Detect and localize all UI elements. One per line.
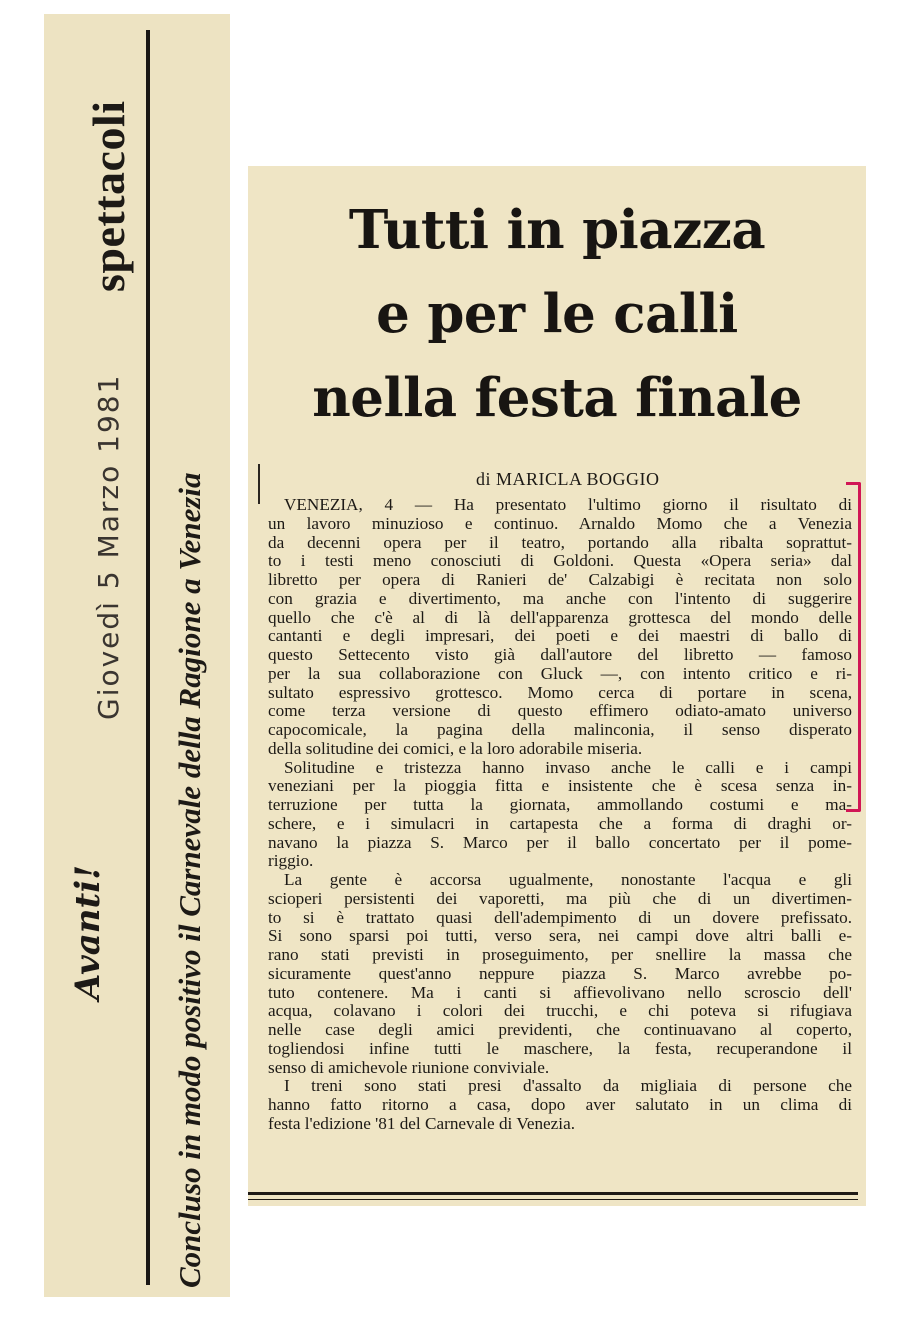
body-line: I treni sono stati presi d'assalto da migliaia di persone che xyxy=(284,1076,852,1096)
body-line: libretto per opera di Ranieri de' Calzabigi è recitata non solo xyxy=(268,570,852,589)
body-line: della solitudine dei comici, e la loro adorabile miseria. xyxy=(268,738,643,758)
headline-line: nella festa finale xyxy=(312,367,802,429)
headline-line: Tutti in piazza xyxy=(348,199,766,261)
highlight-bracket-mark xyxy=(846,482,861,812)
body-line: da decenni opera per il teatro, portando alla ribalta soprattut- xyxy=(268,532,852,552)
body-line: terruzione per tutta la giornata, ammollando costumi e ma- xyxy=(268,795,852,814)
body-line: VENEZIA, 4 — Ha presentato l'ultimo giorno il risultato di xyxy=(284,495,852,514)
article-end-rule-thin xyxy=(248,1199,858,1200)
body-line: come terza versione di questo effimero odiato-amato universo xyxy=(268,701,852,721)
article-headline xyxy=(248,188,866,440)
body-line: Si sono sparsi poi tutti, verso sera, nei campi dove altri balli e- xyxy=(268,926,852,946)
body-line: navano la piazza S. Marco per il ballo concertato per il pome- xyxy=(268,832,852,852)
article-end-rule xyxy=(248,1192,858,1195)
body-line: to i testi meno conosciuti di Goldoni. Questa «Opera seria» dal xyxy=(268,551,852,571)
body-line: sultato espressivo grottesco. Momo cerca di portare in scena, xyxy=(268,682,852,702)
body-line: veneziani per la pioggia fitta e insistente che è scesa senza in- xyxy=(268,776,852,796)
body-line: festa l'edizione '81 del Carnevale di Venezia. xyxy=(268,1113,576,1133)
body-line: con grazia e divertimento, ma anche con l'intento di suggerire xyxy=(268,588,852,608)
body-line: to si è trattato quasi dell'adempimento di un dovere prefissato. xyxy=(268,907,852,927)
body-line: hanno fatto ritorno a casa, dopo aver salutato in un clima di xyxy=(268,1095,852,1114)
body-line: togliendosi infine tutti le maschere, la festa, recuperandone il xyxy=(268,1038,852,1058)
body-line: questo Settecento visto già dall'autore del libretto — famoso xyxy=(268,645,852,664)
body-line: Solitudine e tristezza hanno invaso anche le calli e i campi xyxy=(284,757,852,777)
body-line: riggio. xyxy=(268,851,314,871)
body-line: tuto contenere. Ma i canti si affievolivano nello scroscio dell' xyxy=(268,982,852,1002)
strip-divider-rule xyxy=(146,30,150,1285)
body-line: capocomicale, la pagina della malinconia, il senso disperato xyxy=(268,720,852,739)
article-clipping xyxy=(248,166,866,1206)
byline-rule xyxy=(258,464,260,504)
body-line: schere, e i simulacri in cartapesta che a forma di draghi or- xyxy=(268,813,852,833)
body-line: quello che c'è al di là dell'apparenza grottesca del mondo delle xyxy=(268,607,852,627)
headline-line: e per le calli xyxy=(376,283,738,345)
article-byline: di MARICLA BOGGIO xyxy=(476,469,660,489)
body-line: rano stati previsti in proseguimento, per snellire la massa che xyxy=(268,945,852,964)
body-line: sicuramente quest'anno neppure piazza S. Marco avrebbe po- xyxy=(268,963,852,983)
body-line: nelle case degli amici previdenti, che continuavano al coperto, xyxy=(268,1020,852,1039)
newspaper-masthead: Avanti! xyxy=(68,864,108,1000)
section-label: spettacoli xyxy=(83,100,134,292)
article-subtitle: Concluso in modo positivo il Carnevale della Ragione a Venezia xyxy=(172,472,207,1288)
body-line: un lavoro minuzioso e continuo. Arnaldo Momo che a Venezia xyxy=(268,513,852,533)
body-line: cantanti e degli impresari, dei poeti e dei maestri di ballo di xyxy=(268,626,852,646)
handwritten-date: Giovedì 5 Marzo 1981 xyxy=(92,373,125,720)
body-line: acqua, colavano i colori dei trucchi, e chi poteva si rifugiava xyxy=(268,1001,852,1021)
body-line: per la sua collaborazione con Gluck —, con intento critico e ri- xyxy=(268,663,852,683)
body-line: senso di amichevole riunione conviviale. xyxy=(268,1057,550,1077)
article-body xyxy=(268,496,852,1134)
body-line: La gente è accorsa ugualmente, nonostante l'acqua e gli xyxy=(284,870,852,889)
body-line: scioperi persistenti dei vaporetti, ma più che di un divertimen- xyxy=(268,888,852,908)
